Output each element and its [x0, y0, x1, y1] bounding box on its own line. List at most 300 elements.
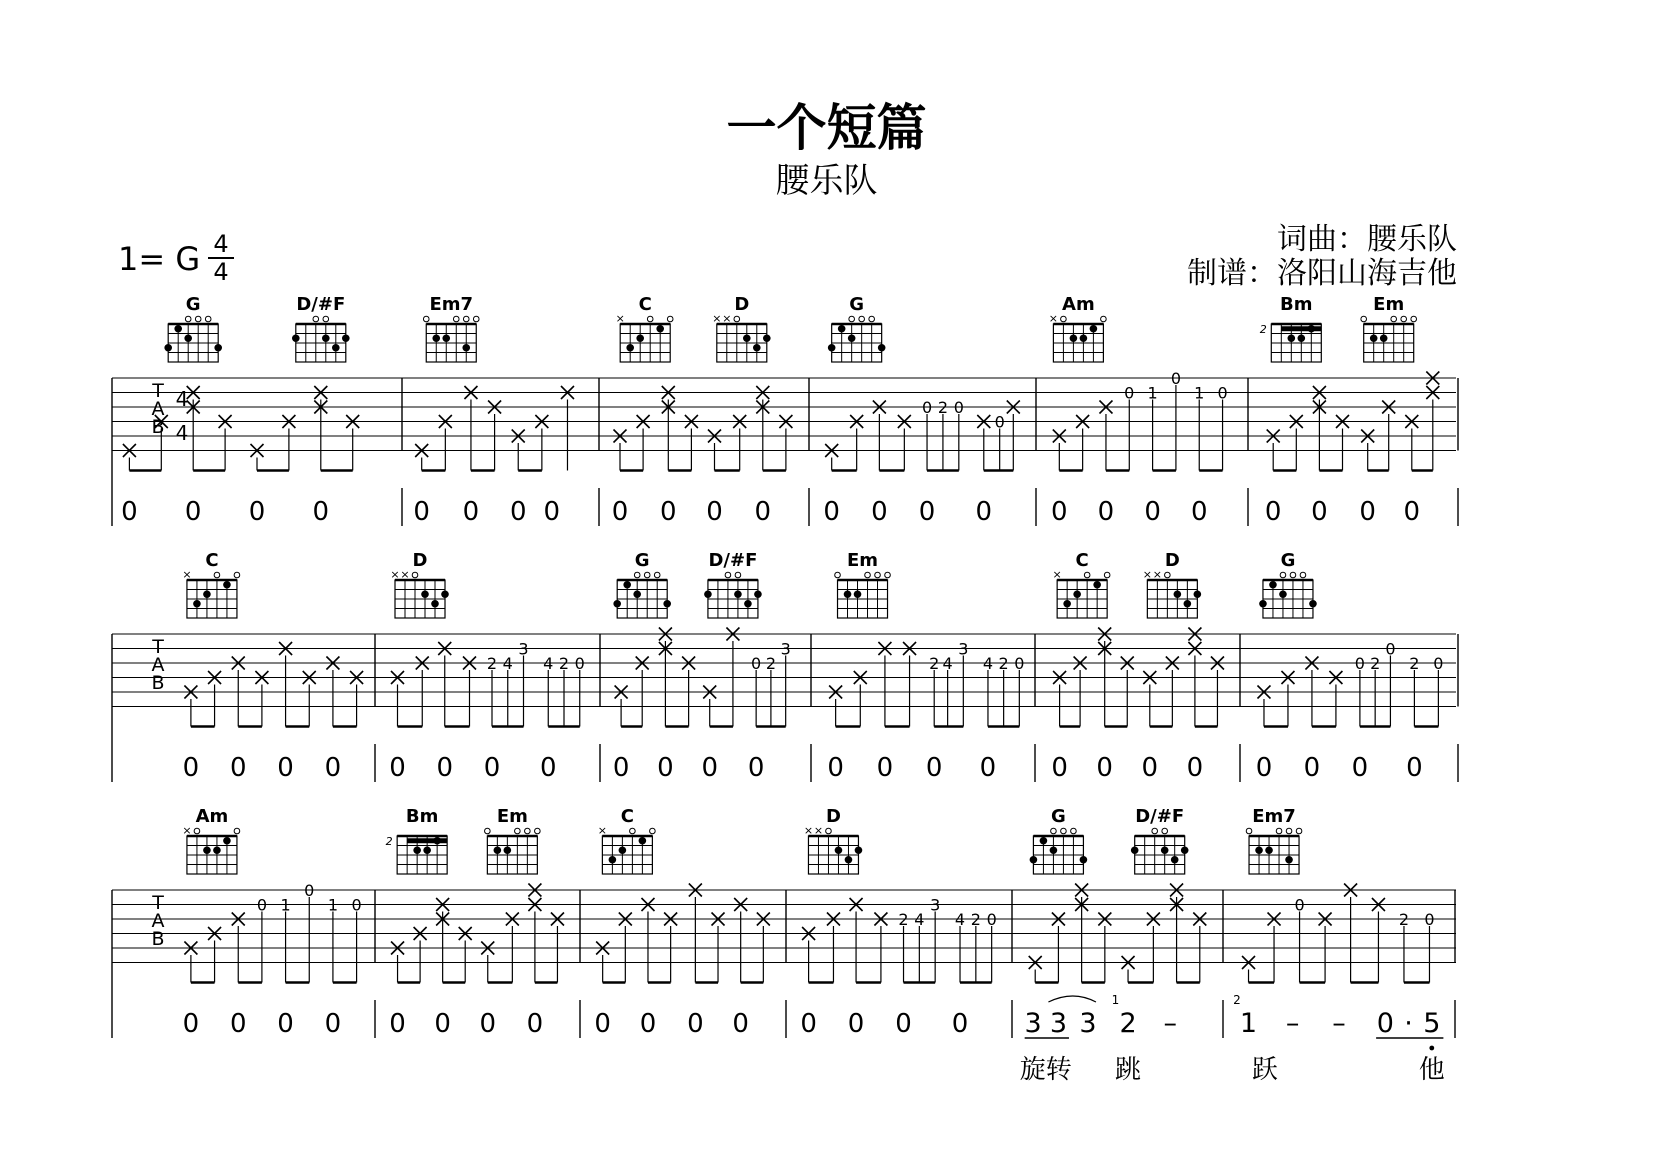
chord-name-DF: D/#F: [708, 550, 758, 571]
open-string-marker: [826, 828, 832, 834]
strum-count: 0: [184, 497, 202, 527]
chord-dot: [1063, 600, 1071, 608]
chord-name-G: G: [1051, 806, 1066, 827]
lyric-text: 跳: [1115, 1055, 1142, 1085]
tab-fret-number: 0: [921, 398, 933, 417]
strum-count: 0: [312, 497, 330, 527]
chord-dot: [413, 846, 421, 854]
strum-count: 0: [324, 753, 342, 783]
chord-name-D: D: [734, 294, 750, 315]
strum-count: 0: [660, 497, 677, 527]
chord-dot: [828, 344, 836, 352]
melody-note: –: [1332, 1008, 1346, 1039]
open-string-marker: [525, 828, 531, 834]
chord-dot: [734, 590, 742, 598]
open-string-marker: [323, 316, 329, 322]
tab-fret-number: 0: [1170, 369, 1182, 388]
time-signature-top: 4: [213, 230, 229, 258]
tab-fret-number: 0: [574, 654, 585, 673]
open-string-marker: [1162, 828, 1168, 834]
strum-count: 0: [687, 1009, 704, 1039]
chord-name-G: G: [634, 550, 650, 571]
strum-count: 0: [1406, 753, 1423, 783]
tab-fret-number: 0: [351, 895, 362, 915]
open-string-marker: [515, 828, 521, 834]
open-string-marker: [1361, 316, 1367, 322]
open-string-marker: [463, 316, 469, 322]
open-string-marker: [185, 316, 191, 322]
chord-name-Em: Em: [496, 806, 528, 827]
muted-string-marker: ×: [400, 568, 410, 581]
open-string-marker: [875, 572, 881, 578]
open-string-marker: [423, 316, 429, 322]
chord-dot: [1093, 581, 1101, 589]
chord-dot: [441, 590, 449, 598]
strum-count: 0: [876, 753, 894, 783]
strum-count: 0: [1141, 753, 1159, 783]
tab-fret-number: 2: [998, 654, 1009, 673]
tab-fret-number: 0: [1124, 383, 1135, 403]
song-artist: 腰乐队: [775, 161, 878, 201]
chord-name-G: G: [1280, 550, 1296, 571]
strum-count: 0: [277, 1009, 294, 1039]
open-string-marker: [634, 572, 640, 578]
chord-dot: [744, 600, 752, 608]
tab-fret-number: 0: [304, 881, 315, 900]
strum-count: 0: [657, 753, 674, 783]
tab-clef-letter: T: [152, 892, 164, 914]
open-string-marker: [485, 828, 491, 834]
open-string-marker: [1286, 828, 1292, 834]
open-string-marker: [1061, 828, 1067, 834]
chord-dot: [878, 344, 886, 352]
tab-fret-number: 4: [942, 654, 953, 673]
chord-dot: [223, 837, 231, 845]
chord-dot: [619, 846, 627, 854]
strum-count: 0: [1351, 753, 1369, 783]
chord-dot: [663, 600, 671, 608]
chord-dot: [1269, 581, 1277, 589]
chord-dot: [342, 334, 350, 342]
tab-fret-number: 4: [543, 654, 554, 673]
chord-name-Bm: Bm: [405, 806, 439, 827]
credit-lyricist: 词曲：腰乐队: [1277, 222, 1457, 257]
chord-dot: [1161, 846, 1169, 854]
chord-dot: [838, 325, 846, 333]
chord-dot: [1050, 846, 1058, 854]
strum-count: 0: [539, 753, 557, 783]
chord-dot: [626, 344, 634, 352]
open-string-marker: [725, 572, 731, 578]
chord-name-Am: Am: [1062, 294, 1095, 315]
strum-count: 0: [436, 753, 454, 783]
open-string-marker: [1246, 828, 1252, 834]
open-string-marker: [535, 828, 541, 834]
tab-fret-number: 0: [1014, 654, 1025, 673]
melody-slur: [1048, 996, 1096, 1002]
tab-fret-number: 1: [1147, 383, 1158, 403]
strum-count: 0: [1051, 753, 1068, 783]
strum-count: 0: [277, 753, 294, 783]
strum-count: 0: [925, 753, 943, 783]
tab-clef-letter: A: [151, 910, 165, 932]
chord-dot: [1298, 334, 1306, 342]
open-string-marker: [1071, 828, 1077, 834]
strum-count: 0: [1311, 497, 1328, 527]
strum-count: 0: [526, 1009, 544, 1039]
chord-name-C: C: [620, 806, 634, 827]
muted-string-marker: ×: [182, 568, 192, 581]
chord-fret-label: 2: [385, 834, 393, 848]
melody-note: 3: [1079, 1008, 1097, 1039]
strum-count: 0: [509, 497, 527, 527]
chord-dot: [1288, 334, 1296, 342]
open-string-marker: [205, 316, 211, 322]
muted-string-marker: ×: [1152, 568, 1162, 581]
tab-clef-letter: B: [151, 416, 165, 438]
chord-dot: [332, 344, 340, 352]
chord-dot: [432, 334, 440, 342]
chord-dot: [1030, 856, 1038, 864]
melody-note: –: [1285, 1008, 1300, 1039]
melody-note: 1: [1239, 1008, 1258, 1039]
open-string-marker: [650, 828, 656, 834]
chord-dot: [855, 846, 863, 854]
tab-fret-number: 0: [1217, 383, 1228, 403]
chord-name-D: D: [412, 550, 428, 571]
muted-string-marker: ×: [1052, 568, 1062, 581]
open-string-marker: [849, 316, 855, 322]
chord-dot: [462, 344, 470, 352]
strum-count: 0: [324, 1009, 342, 1039]
tab-fret-number: 2: [1398, 910, 1410, 929]
strum-count: 0: [121, 497, 138, 527]
open-string-marker: [1411, 316, 1417, 322]
open-string-marker: [195, 316, 201, 322]
chord-dot: [1370, 334, 1378, 342]
tab-fret-number: 2: [898, 910, 909, 929]
tab-fret-number: 4: [954, 910, 966, 929]
open-string-marker: [234, 828, 240, 834]
strum-count: 0: [823, 497, 840, 527]
strum-count: 0: [594, 1009, 611, 1039]
open-string-marker: [412, 572, 418, 578]
open-string-marker: [1165, 572, 1171, 578]
chord-dot: [203, 590, 211, 598]
chord-dot: [184, 334, 192, 342]
tab-fret-number: 0: [994, 412, 1005, 432]
tab-fret-number: 3: [930, 895, 941, 915]
chord-dot: [431, 600, 439, 608]
chord-name-DF: D/#F: [296, 294, 346, 315]
chord-dot: [213, 846, 221, 854]
strum-count: 0: [413, 497, 430, 527]
open-string-marker: [735, 572, 741, 578]
tab-fret-number: 3: [780, 639, 791, 659]
chord-dot: [633, 590, 641, 598]
open-string-marker: [453, 316, 459, 322]
muted-string-marker: ×: [813, 824, 824, 837]
strum-count: 0: [1097, 497, 1115, 527]
chord-dot: [423, 846, 431, 854]
tab-time-top: 4: [175, 387, 189, 411]
chord-dot: [292, 334, 300, 342]
muted-string-marker: ×: [615, 312, 625, 325]
strum-count: 0: [1186, 753, 1204, 783]
strum-count: 0: [1255, 753, 1273, 783]
tab-fret-number: 2: [937, 398, 949, 417]
strum-count: 0: [1051, 497, 1068, 527]
chord-dot: [835, 846, 843, 854]
strum-count: 0: [918, 497, 936, 527]
strum-count: 0: [1190, 497, 1208, 527]
chord-dot: [203, 846, 211, 854]
song-title: 一个短篇: [726, 99, 927, 157]
chord-name-C: C: [638, 294, 652, 315]
lyric-text: 旋转: [1019, 1055, 1072, 1085]
open-string-marker: [234, 572, 240, 578]
open-string-marker: [214, 572, 220, 578]
tab-fret-number: 4: [914, 910, 925, 929]
strum-count: 0: [611, 497, 629, 527]
chord-dot: [494, 846, 502, 854]
chord-dot: [1174, 590, 1182, 598]
tab-fret-number: 1: [327, 895, 339, 915]
tab-fret-number: 0: [1424, 910, 1435, 929]
melody-note: 3: [1049, 1008, 1068, 1039]
melody-fingering: 1: [1111, 993, 1120, 1007]
tab-fret-number: 1: [280, 895, 291, 915]
strum-count: 0: [434, 1009, 451, 1039]
chord-dot: [854, 590, 862, 598]
chord-dot: [1171, 856, 1179, 864]
tab-clef-letter: B: [151, 672, 165, 694]
chord-dot: [504, 846, 512, 854]
strum-count: 0: [462, 497, 480, 527]
chord-dot: [322, 334, 330, 342]
chord-dot: [763, 334, 771, 342]
chord-dot: [704, 590, 712, 598]
chord-dot: [174, 325, 182, 333]
strum-count: 0: [1403, 497, 1421, 527]
strum-count: 0: [229, 1009, 247, 1039]
open-string-marker: [1152, 828, 1158, 834]
open-string-marker: [1300, 572, 1306, 578]
strum-count: 0: [479, 1009, 497, 1039]
tab-fret-number: 3: [958, 639, 969, 659]
tab-fret-number: 2: [765, 654, 777, 673]
chord-dot: [1279, 590, 1287, 598]
chord-dot: [1308, 325, 1316, 333]
chord-dot: [433, 837, 441, 845]
tab-clef-letter: T: [152, 636, 164, 658]
chord-name-G: G: [185, 294, 201, 315]
open-string-marker: [1276, 828, 1282, 834]
chord-dot: [193, 600, 201, 608]
tab-fret-number: 0: [1385, 639, 1396, 659]
chord-name-Am: Am: [195, 806, 229, 827]
chord-name-Em: Em: [846, 550, 879, 571]
melody-note: 3: [1024, 1008, 1042, 1039]
chord-dot: [848, 334, 856, 342]
melody-note: 0: [1376, 1008, 1394, 1039]
open-string-marker: [1061, 316, 1067, 322]
chord-dot: [844, 590, 852, 598]
open-string-marker: [1401, 316, 1407, 322]
chord-dot: [1080, 334, 1088, 342]
chord-dot: [1259, 600, 1267, 608]
tab-fret-number: 0: [1354, 654, 1365, 673]
tab-fret-number: 0: [256, 895, 268, 915]
chord-dot: [1265, 846, 1273, 854]
strum-count: 0: [182, 1009, 200, 1039]
strum-count: 0: [1096, 753, 1113, 783]
strum-count: 0: [389, 1009, 406, 1039]
muted-string-marker: ×: [722, 312, 732, 325]
tab-fret-number: 2: [929, 654, 940, 673]
open-string-marker: [1290, 572, 1296, 578]
strum-count: 0: [612, 753, 630, 783]
tab-fret-number: 2: [1370, 654, 1381, 673]
chord-dot: [743, 334, 751, 342]
strum-count: 0: [248, 497, 266, 527]
open-string-marker: [1296, 828, 1302, 834]
chord-dot: [1080, 856, 1088, 864]
tab-fret-number: 4: [982, 654, 994, 673]
melody-octave-dot: [1429, 1046, 1434, 1051]
chord-name-G: G: [849, 294, 865, 315]
muted-string-marker: ×: [597, 824, 607, 837]
chord-dot: [421, 590, 429, 598]
muted-string-marker: ×: [803, 824, 814, 837]
chord-name-C: C: [1075, 550, 1089, 571]
chord-dot: [613, 600, 621, 608]
lyric-text: 跃: [1251, 1055, 1278, 1085]
chord-name-Em7: Em7: [1252, 806, 1296, 827]
lyric-text: 他: [1418, 1055, 1445, 1085]
melody-note: 2: [1119, 1008, 1137, 1039]
chord-dot: [753, 344, 761, 352]
tab-fret-number: 2: [486, 654, 498, 673]
chord-dot: [623, 581, 631, 589]
strum-count: 0: [1359, 497, 1376, 527]
strum-count: 0: [182, 753, 200, 783]
chord-dot: [1181, 846, 1189, 854]
tab-clef-letter: A: [151, 654, 165, 676]
chord-name-D: D: [1164, 550, 1180, 571]
chord-name-DF: D/#F: [1135, 806, 1185, 827]
strum-count: 0: [543, 497, 560, 527]
tab-fret-number: 0: [751, 654, 762, 673]
chord-dot: [1040, 837, 1048, 845]
chord-fret-label: 2: [1259, 322, 1267, 336]
strum-count: 0: [979, 753, 997, 783]
melody-note: 5: [1423, 1008, 1441, 1039]
strum-count: 0: [701, 753, 718, 783]
chord-dot: [1073, 590, 1081, 598]
chord-dot: [1194, 590, 1202, 598]
chord-dot: [636, 334, 644, 342]
strum-count: 0: [1303, 753, 1321, 783]
chord-dot: [1090, 325, 1098, 333]
chord-dot: [845, 856, 853, 864]
tab-time-bottom: 4: [175, 421, 189, 445]
strum-count: 0: [1264, 497, 1282, 527]
open-string-marker: [869, 316, 875, 322]
tab-fret-number: 2: [1409, 654, 1420, 673]
muted-string-marker: ×: [390, 568, 400, 581]
open-string-marker: [313, 316, 319, 322]
chord-dot: [214, 344, 222, 352]
tab-fret-number: 2: [558, 654, 570, 673]
open-string-marker: [473, 316, 479, 322]
muted-string-marker: ×: [1048, 312, 1059, 325]
strum-count: 0: [747, 753, 765, 783]
strum-count: 0: [706, 497, 723, 527]
open-string-marker: [734, 316, 740, 322]
strum-count: 0: [871, 497, 888, 527]
open-string-marker: [667, 316, 673, 322]
strum-count: 0: [895, 1009, 912, 1039]
tab-clef-letter: T: [152, 380, 164, 402]
tab-clef-letter: B: [151, 928, 165, 950]
chord-dot: [1184, 600, 1192, 608]
strum-count: 0: [732, 1009, 749, 1039]
open-string-marker: [885, 572, 891, 578]
strum-count: 0: [827, 753, 844, 783]
chord-dot: [609, 856, 617, 864]
melody-fingering: 2: [1233, 993, 1241, 1007]
chord-dot: [1285, 856, 1293, 864]
chord-dot: [754, 590, 762, 598]
time-signature-bottom: 4: [213, 258, 229, 286]
strum-count: 0: [483, 753, 501, 783]
muted-string-marker: ×: [1142, 568, 1152, 581]
strum-count: 0: [639, 1009, 657, 1039]
open-string-marker: [1104, 572, 1110, 578]
chord-dot: [1380, 334, 1388, 342]
tab-fret-number: 0: [986, 910, 997, 929]
tab-fret-number: 4: [502, 654, 513, 673]
chord-name-C: C: [205, 550, 219, 571]
melody-note: ·: [1404, 1008, 1413, 1039]
chord-dot: [442, 334, 450, 342]
chord-name-Bm: Bm: [1280, 294, 1313, 315]
tab-fret-number: 3: [518, 639, 529, 659]
open-string-marker: [1101, 316, 1107, 322]
open-string-marker: [859, 316, 865, 322]
open-string-marker: [1051, 828, 1057, 834]
chord-dot: [1255, 846, 1263, 854]
chord-dot: [164, 344, 172, 352]
chord-name-D: D: [825, 806, 841, 827]
chord-name-Em7: Em7: [429, 294, 474, 315]
credit-transcriber: 制谱：洛阳山海吉他: [1187, 256, 1457, 291]
chord-dot: [639, 837, 647, 845]
chord-dot: [223, 581, 231, 589]
key-signature: 1= G: [118, 240, 201, 278]
tab-fret-number: 0: [953, 398, 964, 417]
open-string-marker: [647, 316, 653, 322]
open-string-marker: [1084, 572, 1090, 578]
strum-count: 0: [975, 497, 993, 527]
tab-clef-letter: A: [151, 398, 165, 420]
strum-count: 0: [229, 753, 247, 783]
muted-string-marker: ×: [712, 312, 722, 325]
tab-fret-number: 0: [1433, 654, 1444, 673]
chord-name-Em: Em: [1373, 294, 1405, 315]
strum-count: 0: [389, 753, 406, 783]
